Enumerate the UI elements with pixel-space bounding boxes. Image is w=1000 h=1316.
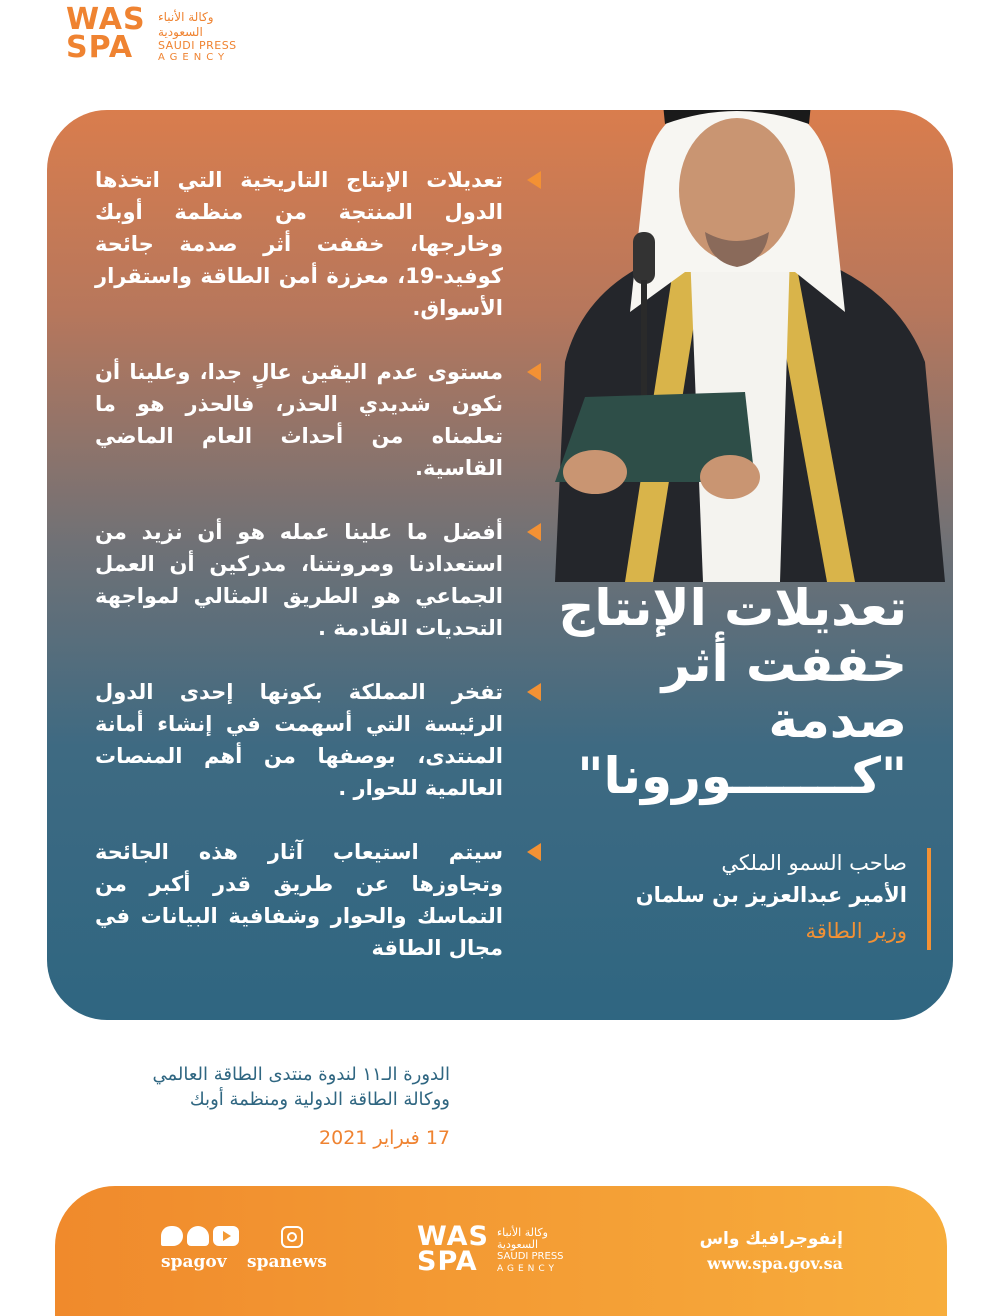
bullet-arrow-icon (527, 683, 541, 701)
speaker-name: الأمير عبدالعزيز بن سلمان (635, 883, 907, 907)
footer-logo-mark-top: WAS (417, 1221, 489, 1252)
footer-logo-arabic-line1: وكالة الأنباء (497, 1226, 548, 1239)
quote-item (95, 516, 545, 644)
speaker-credit (567, 848, 931, 950)
handle-spagov[interactable]: spagov (161, 1252, 227, 1272)
quote-text: تعديلات الإنتاج التاريخية التي اتخذها الدول المنتجة من منظمة أوبك وخارجها، خففت أثر صدمة جائحة كوفيد-19، معززة أمن الطاقة واستقرار الأسواق. (95, 168, 503, 320)
logo-english-line2: AGENCY (158, 52, 230, 63)
main-card (47, 110, 953, 1020)
footer-logo-arabic-line2: السعودية (497, 1238, 539, 1251)
logo-arabic-line2: السعودية (158, 25, 203, 39)
instagram-icon[interactable] (281, 1226, 303, 1248)
event-info (90, 1062, 450, 1151)
quote-item (95, 356, 545, 484)
minister-portrait (525, 110, 945, 582)
headline-line3: "كـــــــورونا" (577, 747, 907, 805)
footer-logo-mark-bottom: SPA (417, 1246, 478, 1277)
quote-text: مستوى عدم اليقين عالٍ جدا، وعلينا أن نكون شديدي الحذر، فالحذر هو ما تعلمناه من أحداث العام الماضي القاسية. (95, 360, 503, 480)
quote-text: تفخر المملكة بكونها إحدى الدول الرئيسة التي أسهمت في إنشاء أمانة المنتدى، بوصفها من أهم المنصات العالمية للحوار . (95, 680, 503, 800)
bullet-arrow-icon (527, 523, 541, 541)
quote-item (95, 164, 545, 324)
quote-item (95, 836, 545, 964)
event-line2: ووكالة الطاقة الدولية ومنظمة أوبك (189, 1089, 450, 1110)
footer-logo-english-line2: AGENCY (497, 1264, 559, 1274)
quote-text: سيتم استيعاب آثار هذه الجائحة وتجاوزها عن طريق قدر أكبر من التماسك والحوار وشفافية البيانات في مجال الطاقة (95, 840, 503, 960)
site-info (643, 1226, 843, 1276)
logo-text (158, 10, 268, 64)
youtube-icon[interactable] (213, 1226, 239, 1246)
quote-list (95, 164, 545, 996)
logo-arabic-line1: وكالة الأنباء (158, 10, 214, 24)
handle-spanews[interactable]: spanews (247, 1252, 327, 1272)
speaker-honorific: صاحب السمو الملكي (721, 851, 907, 875)
spa-logo (66, 2, 266, 68)
headline-line2: خففت أثر صدمة (661, 635, 907, 749)
footer-spa-logo (417, 1221, 597, 1284)
site-title: إنفوجرافيك واس (699, 1229, 843, 1249)
bullet-arrow-icon (527, 843, 541, 861)
speaker-role: وزير الطاقة (805, 919, 907, 943)
event-line1: الدورة الـ١١ لندوة منتدى الطاقة العالمي (152, 1064, 450, 1085)
footer-logo-english-line1: SAUDI PRESS (497, 1251, 564, 1262)
logo-mark-top: WAS (66, 2, 146, 37)
event-date: 17 فبراير 2021 (319, 1127, 450, 1149)
logo-mark-bottom: SPA (66, 30, 134, 65)
site-url[interactable]: www.spa.gov.sa (707, 1254, 843, 1273)
footer-logo-text (497, 1227, 564, 1275)
logo-english-line1: SAUDI PRESS (158, 39, 237, 52)
footer-bar (55, 1186, 947, 1316)
quote-text: أفضل ما علينا عمله هو أن نزيد من استعدادنا ومرونتنا، مدركين أن العمل الجماعي هو الطريق المثالي لمواجهة التحديات القادمة . (95, 520, 503, 640)
headline (555, 580, 907, 804)
spa-logo-mark (66, 2, 152, 68)
headline-line1: تعديلات الإنتاج (558, 579, 907, 637)
bullet-arrow-icon (527, 171, 541, 189)
snapchat-icon[interactable] (187, 1226, 209, 1246)
twitter-icon[interactable] (161, 1226, 183, 1246)
quote-item (95, 676, 545, 804)
bullet-arrow-icon (527, 363, 541, 381)
